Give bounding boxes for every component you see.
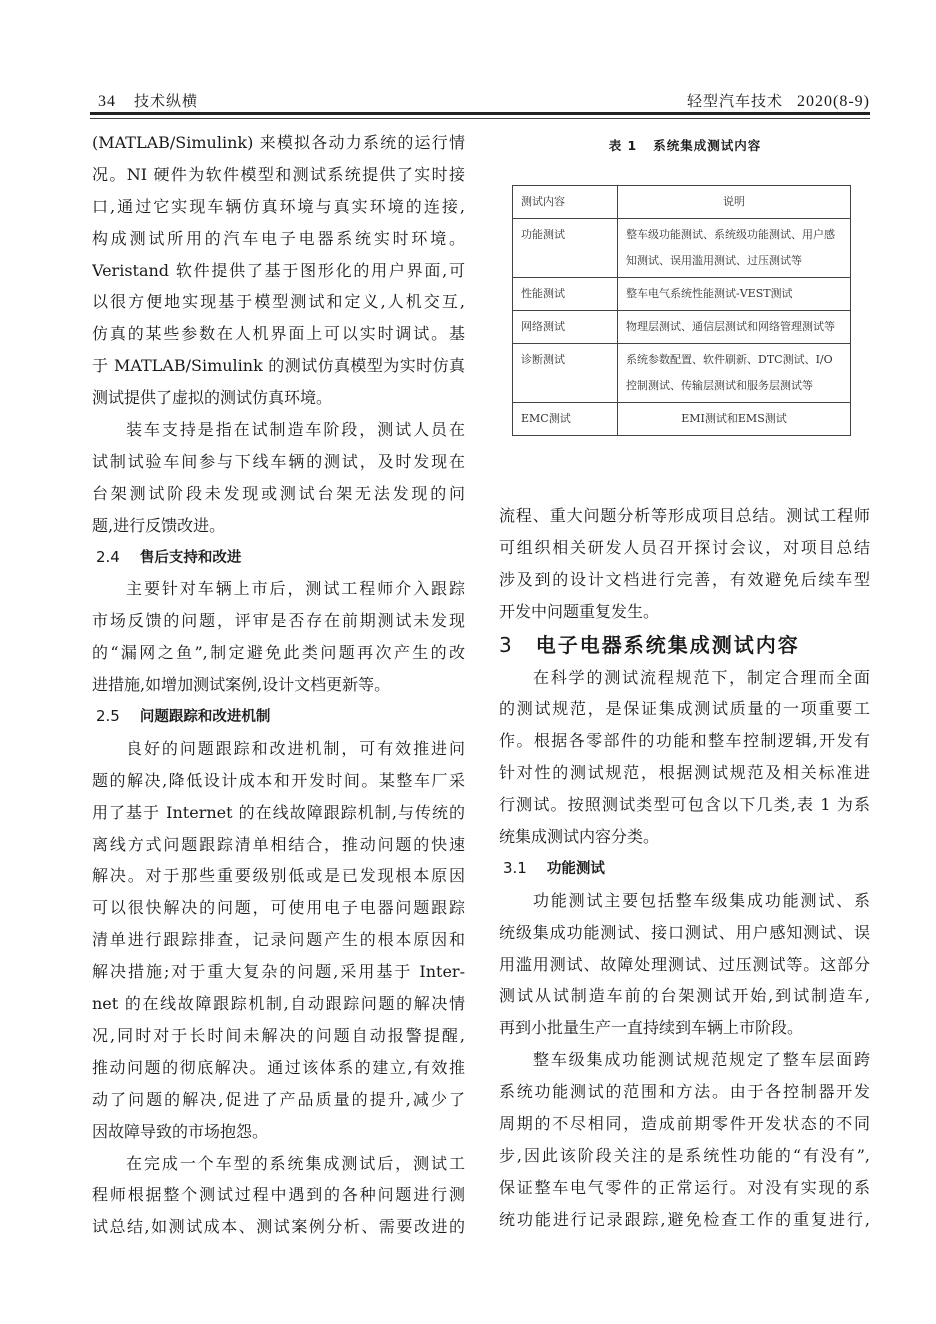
text-line: 行测试。按照测试类型可包含以下几类,表 1 为系 [499,795,870,815]
text-line: 针对性的测试规范，根据测试规范及相关标准进 [499,763,870,783]
cell-description: 整车级功能测试、系统级功能测试、用户感知测试、误用滥用测试、过压测试等 [618,219,851,278]
section-heading [499,853,870,885]
text-line: 流程、重大问题分析等形成项目总结。测试工程师 [499,506,870,525]
text-line: 解决措施;对于重大复杂的问题,采用基于 Inter- [92,962,465,982]
left-column [92,127,465,1243]
text-line: 系统功能测试的范围和方法。由于各控制器开发 [499,1082,870,1102]
cell-description: 整车电气系统性能测试-VEST测试 [618,278,851,311]
section-heading [92,701,465,733]
text-line: 试制试验车间参与下线车辆的测试，及时发现在 [92,451,465,471]
paragraph [499,500,870,628]
section-number: 2.5 [96,707,120,726]
text-line: 可组织相关研发人员召开探讨会议，对项目总结 [499,537,870,557]
paragraph [92,733,465,1148]
text-line: 清单进行跟踪排查，记录问题产生的根本原因和 [92,930,465,950]
text-line: 构成测试所用的汽车电子电器系统实时环境。 [92,228,465,248]
table-title: 系统集成测试内容 [653,138,762,153]
table-header-row [513,186,851,219]
text-line: 的“漏网之鱼”,制定避免此类问题再次产生的改 [92,643,465,663]
text-line: 进措施,如增加测试案例,设计文档更新等。 [92,675,391,695]
text-line: net 的在线故障跟踪机制,自动跟踪问题的解决情 [92,994,465,1014]
section-name: 技术纵横 [134,92,199,110]
text-line: 保证整车电气零件的正常运行。对没有实现的系 [499,1177,870,1197]
text-line: 市场反馈的问题，评审是否存在前期测试未发现 [92,611,465,631]
text-line: 试总结,如测试成本、测试案例分析、需要改进的 [92,1217,465,1237]
text-line: (MATLAB/Simulink) 来模拟各动力系统的运行情 [92,133,465,152]
text-line: 程师根据整个测试过程中遇到的各种问题进行测 [92,1185,465,1205]
table-row [513,311,851,344]
table-caption [500,136,870,154]
header-rule-thin [90,118,870,119]
text-line: 统功能进行记录跟踪,避免检查工作的重复进行, [499,1209,870,1229]
text-line: 良好的问题跟踪和改进机制，可有效推进问 [126,738,465,758]
paragraph [92,414,465,542]
text-line: 的测试规范，是保证集成测试质量的一项重要工 [499,699,870,719]
text-line: 装车支持是指在试制造车阶段，测试人员在 [126,420,465,440]
table-row [513,403,851,436]
section-heading [499,628,870,662]
paragraph [499,1044,870,1235]
text-line: 口,通过它实现车辆仿真环境与真实环境的连接, [92,196,465,216]
text-line: 以很方便地实现基于模型测试和定义,人机交互, [92,292,465,312]
text-line: 况,同时对于长时间未解决的问题自动报警提醒, [92,1025,465,1045]
text-line: 整车级集成功能测试规范规定了整车层面跨 [533,1050,870,1070]
text-line: 解决。对于那些重要级别低或是已发现根本原因 [92,866,465,886]
text-line: 在完成一个车型的系统集成测试后，测试工 [126,1153,465,1173]
paragraph [499,885,870,1044]
cell-test-type: 功能测试 [513,219,618,278]
header-description: 说明 [618,186,851,219]
text-line: 测试提供了虚拟的测试仿真环境。 [92,388,333,408]
issue-number: 2020(8-9) [797,93,870,110]
paragraph [92,573,465,701]
running-header-right [687,90,870,111]
text-line: 作。根据各零部件的功能和整车控制逻辑,开发有 [499,731,870,751]
section-title: 功能测试 [546,860,605,877]
text-line: 用了基于 Internet 的在线故障跟踪机制,与传统的 [92,802,465,822]
section-number: 2.4 [96,547,120,566]
text-line: 用滥用测试、故障处理测试、过压测试等。这部分 [499,954,870,974]
text-line: 题的解决,降低设计成本和开发时间。某整车厂采 [92,770,465,790]
text-line: Veristand 软件提供了基于图形化的用户界面,可 [92,260,465,280]
text-line: 再到小批量生产一直持续到车辆上市阶段。 [499,1018,804,1038]
text-line: 动了问题的解决,促进了产品质量的提升,减少了 [92,1089,465,1109]
section-number: 3.1 [503,858,527,877]
text-line: 况。NI 硬件为软件模型和测试系统提供了实时接 [92,164,465,184]
cell-test-type: 诊断测试 [513,344,618,403]
page-number: 34 [98,93,116,110]
section-title: 电子电器系统集成测试内容 [535,632,800,657]
text-line: 测试从试制造车前的台架测试开始,到试制造车, [499,986,870,1006]
journal-name: 轻型汽车技术 [687,92,784,110]
paragraph [92,1148,465,1244]
section-heading [92,542,465,574]
cell-test-type: EMC测试 [513,403,618,436]
text-line: 推动问题的彻底解决。通过该体系的建立,有效推 [92,1057,465,1077]
table-row [513,344,851,403]
section-title: 售后支持和改进 [139,549,242,566]
cell-test-type: 网络测试 [513,311,618,344]
text-line: 统级集成功能测试、接口测试、用户感知测试、误 [499,922,870,942]
text-line: 在科学的测试流程规范下，制定合理而全面 [533,667,870,687]
text-line: 题,进行反馈改进。 [92,515,226,535]
table-row [513,278,851,311]
right-column [499,500,870,1236]
paragraph [499,662,870,853]
text-line: 离线方式问题跟踪清单相结合，推动问题的快速 [92,834,465,854]
table-row [513,219,851,278]
section-title: 问题跟踪和改进机制 [139,709,271,726]
header-test-content: 测试内容 [513,186,618,219]
header-rule-thick [90,112,870,115]
section-number: 3 [499,632,514,657]
text-line: 周期的不尽相同，造成前期零件开发状态的不同 [499,1114,870,1134]
cell-description: EMI测试和EMS测试 [618,403,851,436]
text-line: 步,因此该阶段关注的是系统性功能的“有没有”, [499,1145,870,1165]
text-line: 开发中问题重复发生。 [499,601,660,621]
test-content-table [512,185,851,436]
running-header-left [98,90,198,111]
text-line: 因故障导致的市场抱怨。 [92,1121,269,1141]
text-line: 可以很快解决的问题，可使用电子电器问题跟踪 [92,898,465,918]
text-line: 主要针对车辆上市后，测试工程师介入跟踪 [126,579,465,599]
table-number: 表 1 [608,138,638,153]
text-line: 功能测试主要包括整车级集成功能测试、系 [533,890,870,910]
cell-description: 物理层测试、通信层测试和网络管理测试等 [618,311,851,344]
text-line: 仿真的某些参数在人机界面上可以实时调试。基 [92,324,465,344]
text-line: 涉及到的设计文档进行完善，有效避免后续车型 [499,569,870,589]
cell-test-type: 性能测试 [513,278,618,311]
cell-description: 系统参数配置、软件刷新、DTC测试、I/O控制测试、传输层测试和服务层测试等 [618,344,851,403]
paragraph [92,127,465,414]
text-line: 于 MATLAB/Simulink 的测试仿真模型为实时仿真 [92,356,465,376]
text-line: 统集成测试内容分类。 [499,827,660,847]
text-line: 台架测试阶段未发现或测试台架无法发现的问 [92,483,465,503]
